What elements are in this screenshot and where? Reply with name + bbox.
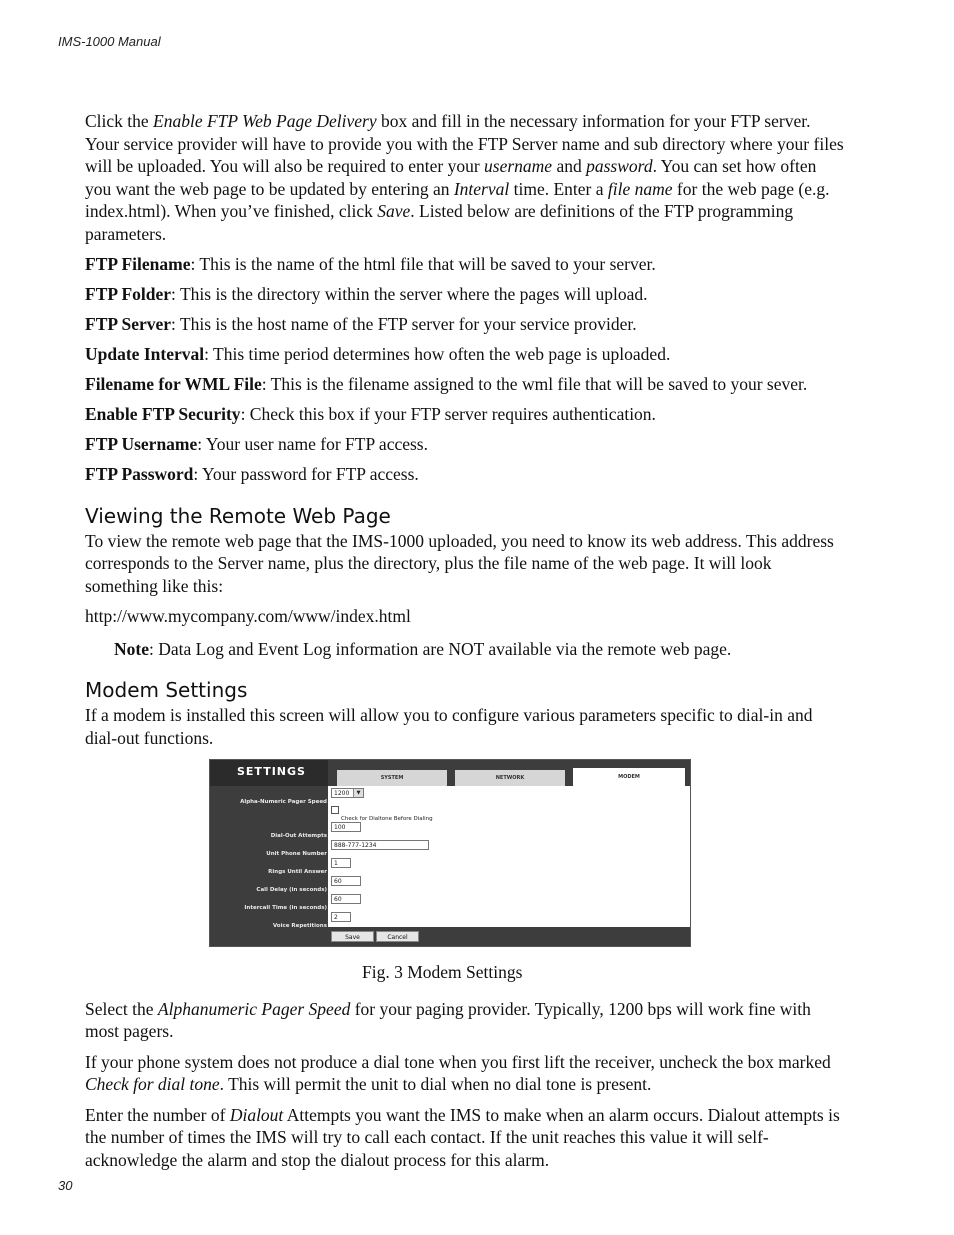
label-voice-repetitions: Voice Repetitions (272, 923, 327, 929)
section-heading-remote-web-page: Viewing the Remote Web Page (85, 503, 391, 528)
definition-text: : Check this box if your FTP server requires authentication. (240, 404, 656, 424)
italic-term: Enable FTP Web Page Delivery (153, 111, 377, 131)
example-url: http://www.mycompany.com/www/index.html (85, 606, 411, 626)
dialtone-checkbox-label: Check for Dialtone Before Dialing (341, 816, 433, 822)
label-call-delay: Call Delay (in seconds) (256, 887, 327, 893)
italic-term: username (484, 156, 553, 176)
chevron-down-icon: ▼ (353, 789, 363, 797)
definition-text: : This is the filename assigned to the wml file that will be saved to your sever. (261, 374, 808, 394)
text-run: Attempts you want the IMS to make when an alarm occurs. Dialout attempts is the number of times the IMS will try to call each contact. If the unit reaches this value it will self-acknowledge the alarm and stop the dialout process for this alarm. (85, 1104, 840, 1170)
definition-term: Update Interval (85, 344, 205, 364)
definition-text: : Your password for FTP access. (193, 464, 419, 484)
remote-paragraph: To view the remote web page that the IMS-1000 uploaded, you need to know its web address. This address corresponds to the Server name, plus the directory, plus the file name of the web page. It will look something like this: (85, 530, 834, 596)
definition-term: Filename for WML File (85, 374, 262, 394)
definition-text: : Your user name for FTP access. (197, 434, 428, 454)
definition-ftp-folder (85, 283, 845, 306)
definition-text: : This is the name of the html file that will be saved to your server. (190, 254, 656, 274)
definition-text: : This is the directory within the server where the pages will upload. (171, 284, 648, 304)
text-run: and (552, 156, 587, 176)
definition-term: Enable FTP Security (85, 404, 241, 424)
text-run: time. Enter a (509, 178, 608, 199)
label-pager-speed: Alpha-Numeric Pager Speed (240, 799, 327, 805)
intercall-time-input[interactable]: 60 (331, 894, 361, 904)
italic-term: password (586, 156, 653, 176)
label-intercall-time: Intercall Time (in seconds) (244, 905, 327, 911)
header-title: IMS-1000 Manual (58, 34, 161, 49)
modem-settings-screenshot (209, 759, 691, 947)
figure-caption: Fig. 3 Modem Settings (362, 962, 523, 982)
dialout-attempts-input[interactable]: 100 (331, 822, 361, 832)
definition-text: : This is the host name of the FTP server for your service provider. (171, 314, 637, 334)
definition-term: FTP Folder (85, 284, 172, 304)
definition-ftp-password (85, 463, 845, 486)
definition-term: FTP Server (85, 314, 172, 334)
label-dialout-attempts: Dial-Out Attempts (270, 833, 327, 839)
unit-phone-number-input[interactable]: 888-777-1234 (331, 840, 429, 850)
text-run: . This will permit the unit to dial when no dial tone is present. (219, 1074, 652, 1094)
rings-until-answer-input[interactable]: 1 (331, 858, 351, 868)
dialout-paragraph (85, 1104, 845, 1172)
pager-speed-value: 1200 (334, 790, 350, 797)
definition-term: FTP Password (85, 464, 194, 484)
definition-update-interval (85, 343, 845, 366)
italic-term: file name (607, 178, 673, 199)
tab-modem[interactable]: MODEM (573, 768, 685, 786)
definition-ftp-username (85, 433, 845, 456)
voice-repetitions-input[interactable]: 2 (331, 912, 351, 922)
text-run: . Listed below are definitions of the FTP programming parameters. (85, 201, 794, 244)
page-number: 30 (58, 1178, 73, 1193)
text-run: Enter the number of (85, 1104, 230, 1125)
definition-term: FTP Filename (85, 254, 191, 274)
settings-logo: SETTINGS (210, 760, 328, 786)
definition-term: FTP Username (85, 434, 198, 454)
tab-network[interactable]: NETWORK (455, 770, 565, 786)
page-content (85, 110, 845, 1179)
italic-term: Dialout (229, 1104, 284, 1125)
pager-speed-paragraph (85, 998, 845, 1043)
text-run: . You can set how often you want the web page to be updated by entering an (85, 156, 817, 199)
text-run: Select the (85, 998, 158, 1019)
intro-paragraph (85, 110, 845, 245)
definition-ftp-security (85, 403, 845, 426)
italic-term: Alphanumeric Pager Speed (157, 998, 351, 1019)
pager-speed-select[interactable] (331, 788, 364, 798)
cancel-button[interactable]: Cancel (376, 931, 419, 942)
text-run: for your paging provider. Typically, 1200 bps will work fine with most pagers. (85, 998, 811, 1041)
definition-text: : This time period determines how often the web page is uploaded. (204, 344, 671, 364)
italic-term: Interval (453, 178, 510, 199)
text-run: box and fill in the necessary information for your FTP server. Your service provider will have to provide you with the FTP Server name and sub directory where your files will be uploaded. You will also be required to enter your (85, 111, 844, 176)
call-delay-input[interactable]: 60 (331, 876, 361, 886)
italic-term: Check for dial tone (85, 1074, 220, 1094)
save-button[interactable]: Save (331, 931, 374, 942)
note-text: : Data Log and Event Log information are NOT available via the remote web page. (148, 638, 732, 659)
text-run: for the web page (e.g. index.html). When you’ve finished, click (85, 178, 830, 221)
italic-term: Save (377, 201, 411, 221)
label-unit-phone-number: Unit Phone Number (266, 851, 327, 857)
definition-ftp-server (85, 313, 845, 336)
label-rings-until-answer: Rings Until Answer (268, 869, 327, 875)
dial-tone-paragraph (85, 1051, 845, 1096)
dialtone-checkbox[interactable] (331, 806, 339, 814)
definition-ftp-filename (85, 253, 845, 276)
text-run: If your phone system does not produce a dial tone when you first lift the receiver, uncheck the box marked (85, 1051, 831, 1072)
note-paragraph (85, 638, 845, 661)
modem-paragraph: If a modem is installed this screen will allow you to configure various parameters specific to dial-in and dial-out functions. (85, 705, 813, 748)
section-heading-modem-settings: Modem Settings (85, 678, 248, 702)
tab-system[interactable]: SYSTEM (337, 770, 447, 786)
text-run: Click the (85, 111, 154, 131)
definition-wml-filename (85, 373, 845, 396)
note-label: Note (114, 638, 149, 659)
